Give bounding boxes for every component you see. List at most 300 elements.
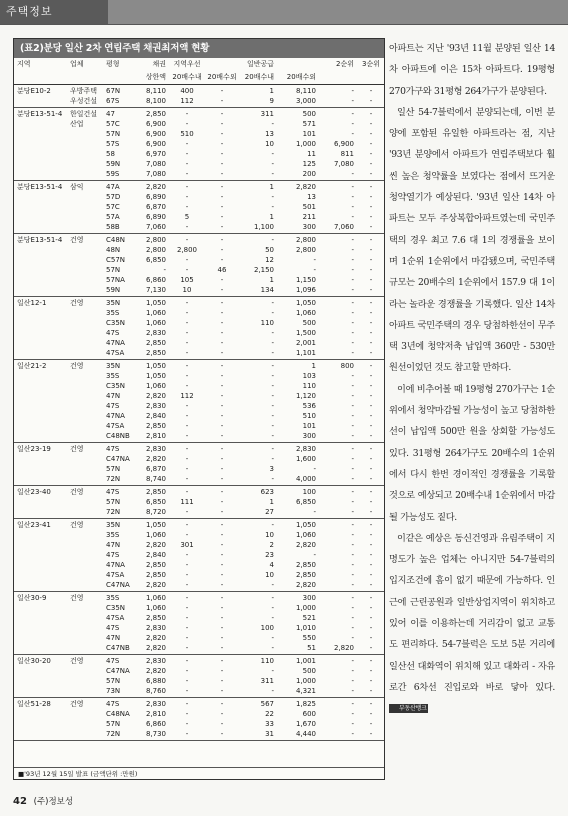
cell-rank3: - (369, 213, 373, 221)
cell-rank2: - (351, 455, 354, 463)
cell-company (70, 507, 106, 517)
cell-rank2: - (351, 508, 354, 516)
cell-general-outside20: 2,800 (295, 236, 316, 244)
cell-area (14, 212, 70, 222)
cell-rank3: - (369, 561, 373, 569)
cell-general-within20: 22 (265, 710, 274, 718)
cell-local-outside20: - (220, 412, 224, 420)
cell-area (14, 371, 70, 381)
cell-bond-cap: 6,970 (145, 150, 166, 158)
cell-company (70, 676, 106, 686)
cell-area (14, 245, 70, 255)
cell-general-outside20: 11 (307, 150, 316, 158)
cell-local-within20: 5 (184, 213, 190, 221)
cell-general-within20: - (271, 687, 274, 695)
article-paragraph (389, 528, 555, 720)
cell-general-outside20: 1,000 (295, 677, 316, 685)
header-cell-rank2: 2순위 (336, 60, 354, 68)
cell-bond-cap: 2,840 (145, 412, 166, 420)
cell-local-outside20: - (220, 382, 224, 390)
cell-local-outside20: - (220, 256, 224, 264)
cell-size: 57N (106, 498, 121, 506)
cell-size: 35N (106, 362, 121, 370)
cell-local-outside20: - (220, 614, 224, 622)
cell-bond-cap: 6,900 (145, 120, 166, 128)
cell-rank3: - (369, 521, 373, 529)
cell-size: 67N (106, 87, 121, 95)
table-row (14, 159, 384, 169)
cell-rank2: - (351, 319, 354, 327)
cell-rank3: - (369, 594, 373, 602)
cell-rank3: - (369, 412, 373, 420)
cell-area (14, 391, 70, 401)
cell-rank3: - (369, 266, 373, 274)
cell-general-within20: 31 (265, 730, 274, 738)
cell-rank3: - (369, 624, 373, 632)
cell-rank2: - (351, 634, 354, 642)
cell-rank3: - (369, 465, 373, 473)
cell-general-outside20: 1,000 (295, 604, 316, 612)
table-row (14, 255, 384, 265)
cell-rank2: - (351, 193, 354, 201)
cell-size: 47N (106, 392, 121, 400)
cell-local-outside20: - (220, 531, 224, 539)
cell-general-outside20: 510 (302, 412, 316, 420)
table-row (14, 497, 384, 507)
cell-local-within20: - (185, 521, 189, 529)
table-row (14, 318, 384, 328)
cell-rank3: - (369, 256, 373, 264)
cell-size: 47SA (106, 349, 125, 357)
table-row (14, 507, 384, 517)
cell-size: C47NA (106, 455, 130, 463)
cell-rank2: - (351, 236, 354, 244)
cell-rank3: - (369, 677, 373, 685)
cell-rank2: - (351, 720, 354, 728)
cell-company: 우방주택 (70, 87, 98, 95)
cell-local-within20: - (185, 561, 189, 569)
cell-area (14, 431, 70, 441)
cell-general-within20: - (271, 455, 274, 463)
cell-rank2: - (351, 541, 354, 549)
cell-bond-cap: 8,760 (145, 687, 166, 695)
cell-company (70, 666, 106, 676)
cell-company (70, 285, 106, 295)
cell-company (70, 570, 106, 580)
cell-general-within20: 9 (269, 97, 274, 105)
cell-rank3: - (369, 614, 373, 622)
subheader-cell-area (14, 71, 70, 84)
cell-general-within20: - (271, 475, 274, 483)
cell-bond-cap: 2,830 (145, 700, 166, 708)
cell-local-within20: - (185, 349, 189, 357)
cell-area (14, 318, 70, 328)
cell-company (70, 212, 106, 222)
cell-local-outside20: - (220, 339, 224, 347)
cell-bond-cap: 2,850 (145, 614, 166, 622)
cell-bond-cap: 2,850 (145, 349, 166, 357)
table-row (14, 580, 384, 590)
cell-rank3: - (369, 508, 373, 516)
cell-local-within20: 510 (180, 130, 194, 138)
cell-rank3: - (369, 97, 373, 105)
cell-rank3: - (369, 236, 373, 244)
cell-rank2: 6,900 (333, 140, 354, 148)
cell-rank2: - (351, 561, 354, 569)
cell-local-outside20: 46 (217, 266, 227, 274)
table-row (14, 623, 384, 633)
cell-size: 59N (106, 160, 121, 168)
cell-size: 35N (106, 521, 121, 529)
table-row (14, 129, 384, 139)
cell-local-outside20: - (220, 140, 224, 148)
cell-area (14, 381, 70, 391)
table-row (14, 570, 384, 580)
cell-general-within20: 110 (260, 319, 274, 327)
table-row (14, 348, 384, 358)
cell-general-outside20: 125 (302, 160, 316, 168)
cell-local-within20: - (185, 309, 189, 317)
table-row (14, 275, 384, 285)
cell-rank2: 7,060 (333, 223, 354, 231)
cell-bond-cap: 7,130 (145, 286, 166, 294)
cell-size: 58 (106, 150, 115, 158)
cell-general-outside20: 1,670 (295, 720, 316, 728)
cell-rank2: - (351, 402, 354, 410)
table-row (14, 149, 384, 159)
cell-size: 47S (106, 445, 120, 453)
cell-bond-cap: 2,830 (145, 329, 166, 337)
cell-local-outside20: - (220, 236, 224, 244)
cell-area (14, 676, 70, 686)
cell-company: 건영 (70, 445, 84, 453)
cell-area (14, 643, 70, 653)
cell-company (70, 308, 106, 318)
cell-size: 35S (106, 309, 120, 317)
cell-bond-cap: 7,080 (145, 170, 166, 178)
cell-company: 건영 (70, 362, 84, 370)
cell-local-outside20: - (220, 160, 224, 168)
cell-bond-cap: 1,060 (145, 382, 166, 390)
subheader-cell-rank2 (320, 71, 358, 84)
table-row (14, 338, 384, 348)
cell-local-outside20: - (220, 644, 224, 652)
table-row (14, 474, 384, 484)
cell-company (70, 719, 106, 729)
cell-general-outside20: 521 (302, 614, 316, 622)
cell-local-outside20: - (220, 170, 224, 178)
cell-local-within20: 111 (180, 498, 194, 506)
cell-general-outside20: 2,820 (295, 581, 316, 589)
cell-size: 35S (106, 594, 120, 602)
cell-size: 47S (106, 329, 120, 337)
cell-general-within20: - (271, 372, 274, 380)
cell-general-outside20: 1,060 (295, 309, 316, 317)
table-group (14, 486, 384, 519)
cell-local-within20: - (185, 402, 189, 410)
cell-rank2: - (351, 657, 354, 665)
cell-local-within20: - (185, 604, 189, 612)
cell-rank2: - (351, 203, 354, 211)
cell-general-outside20: 1,000 (295, 140, 316, 148)
cell-general-within20: - (271, 634, 274, 642)
cell-area: 일산30-20 (17, 657, 51, 665)
cell-general-outside20: 2,850 (295, 571, 316, 579)
cell-local-outside20: - (220, 223, 224, 231)
cell-area (14, 719, 70, 729)
cell-rank2: - (351, 531, 354, 539)
cell-company (70, 149, 106, 159)
header-cell-bond-cap: 채권 (152, 60, 166, 68)
cell-general-within20: 13 (265, 130, 274, 138)
cell-area (14, 709, 70, 719)
table-row (14, 411, 384, 421)
cell-bond-cap: 1,060 (145, 531, 166, 539)
cell-rank2: - (351, 349, 354, 357)
table-row (14, 285, 384, 295)
cell-rank3: - (369, 246, 373, 254)
cell-local-outside20: - (220, 432, 224, 440)
cell-rank2: - (351, 465, 354, 473)
cell-general-within20: 33 (265, 720, 274, 728)
cell-area (14, 401, 70, 411)
cell-general-outside20: 1,120 (295, 392, 316, 400)
cell-area (14, 275, 70, 285)
cell-general-within20: 10 (265, 571, 274, 579)
cell-area (14, 454, 70, 464)
table-row (14, 540, 384, 550)
cell-company: 건영 (70, 488, 84, 496)
cell-company (70, 139, 106, 149)
cell-rank3: - (369, 581, 373, 589)
table-header-top (14, 58, 384, 71)
cell-area (14, 159, 70, 169)
cell-rank2: - (351, 498, 354, 506)
cell-rank3: - (369, 299, 373, 307)
cell-size: 57C (106, 203, 120, 211)
paragraph-text: 일산 54-7블럭에서 분양되는데, 이번 분양에 포함된 유일한 아파트라는 점, 지난 '93년 분양에서 아파트가 연립주택보다 훨씬 높은 청약률을 보였다는 점에서 뜨거운 청약열기가 예상된다. '93년 일산 14차 아파트는 모두 주상복합아파트였는데 국민주택의 경우 최고 7.6 대 1의 경쟁률을 보이며 1순위 1순위에서 마감됐으며, 국민주택규모는 20배수의 1순위에서 157.9 대 1이라는 놀라운 경쟁률을 기록했다. 일산 14차 아파트 국민주택의 경우 당첨하한선이 무주택 3년에 청약저축 납입액 360만 - 530만 원선이었던 것도 참고할 만하다. (389, 106, 555, 374)
cell-size: 57S (106, 140, 120, 148)
cell-size: 59N (106, 286, 121, 294)
cell-general-within20: 110 (260, 657, 274, 665)
article-paragraph (389, 38, 555, 102)
table-group (14, 360, 384, 443)
cell-general-outside20: 4,321 (295, 687, 316, 695)
cell-size: C47NA (106, 581, 130, 589)
cell-rank3: - (369, 422, 373, 430)
cell-bond-cap: 7,080 (145, 160, 166, 168)
cell-company: 건영 (70, 236, 84, 244)
cell-rank3: - (369, 150, 373, 158)
cell-bond-cap: 2,840 (145, 551, 166, 559)
cell-area (14, 192, 70, 202)
cell-local-within20: - (185, 730, 189, 738)
table-group (14, 519, 384, 592)
cell-bond-cap: 6,850 (145, 256, 166, 264)
cell-local-outside20: - (220, 541, 224, 549)
cell-local-within20: - (185, 634, 189, 642)
cell-bond-cap: 7,060 (145, 223, 166, 231)
cell-company (70, 202, 106, 212)
cell-rank3: - (369, 183, 373, 191)
cell-local-within20: - (185, 266, 189, 274)
cell-rank2: - (351, 183, 354, 191)
cell-general-within20: - (271, 412, 274, 420)
cell-general-outside20: 300 (302, 432, 316, 440)
cell-rank3: - (369, 339, 373, 347)
cell-general-within20: 27 (265, 508, 274, 516)
cell-local-outside20: - (220, 299, 224, 307)
cell-general-within20: 1 (269, 183, 274, 191)
cell-general-outside20: 500 (302, 319, 316, 327)
section-tab: 주택정보 (0, 0, 108, 24)
cell-size: 47S (106, 657, 120, 665)
cell-bond-cap: 2,830 (145, 402, 166, 410)
cell-general-outside20: 300 (302, 594, 316, 602)
cell-company (70, 255, 106, 265)
cell-local-outside20: - (220, 392, 224, 400)
cell-size: C47NB (106, 644, 130, 652)
cell-company (70, 338, 106, 348)
cell-local-within20: - (185, 720, 189, 728)
subheader-cell-general-outside20: 20배수외 (286, 73, 316, 81)
cell-company (70, 222, 106, 232)
cell-company (70, 464, 106, 474)
cell-size: C35N (106, 604, 126, 612)
cell-rank3: - (369, 110, 373, 118)
cell-general-within20: - (271, 160, 274, 168)
cell-company (70, 411, 106, 421)
cell-general-outside20: 2,800 (295, 246, 316, 254)
cell-bond-cap: 6,890 (145, 213, 166, 221)
cell-general-within20: - (271, 445, 274, 453)
cell-rank3: - (369, 455, 373, 463)
cell-bond-cap: 6,860 (145, 720, 166, 728)
cell-rank3: - (369, 170, 373, 178)
cell-size: 67S (106, 97, 120, 105)
cell-local-within20: - (185, 667, 189, 675)
cell-local-within20: - (185, 677, 189, 685)
table-row (14, 381, 384, 391)
table-row (14, 603, 384, 613)
cell-general-outside20: - (313, 551, 316, 559)
cell-area: 분당E13-51-4 (17, 236, 63, 244)
cell-bond-cap: 6,880 (145, 677, 166, 685)
cell-rank3: - (369, 657, 373, 665)
article-column (389, 38, 555, 720)
cell-local-within20: - (185, 319, 189, 327)
cell-general-outside20: - (313, 465, 316, 473)
cell-general-outside20: - (313, 508, 316, 516)
cell-local-within20: - (185, 422, 189, 430)
cell-general-outside20: - (313, 266, 316, 274)
table-group (14, 698, 384, 741)
cell-rank2: - (351, 97, 354, 105)
table-row (14, 245, 384, 255)
cell-rank3: - (369, 498, 373, 506)
cell-size: 58B (106, 223, 120, 231)
cell-rank3: - (369, 667, 373, 675)
cell-local-outside20: - (220, 319, 224, 327)
table-row (14, 371, 384, 381)
cell-bond-cap: 2,830 (145, 445, 166, 453)
cell-general-within20: 134 (260, 286, 274, 294)
cell-bond-cap: 2,800 (145, 246, 166, 254)
cell-local-outside20: - (220, 488, 224, 496)
cell-general-outside20: 571 (302, 120, 316, 128)
cell-local-outside20: - (220, 657, 224, 665)
cell-local-outside20: - (220, 422, 224, 430)
cell-local-outside20: - (220, 150, 224, 158)
cell-local-outside20: - (220, 329, 224, 337)
page-footer (13, 795, 73, 807)
cell-size: 57N (106, 677, 121, 685)
cell-general-within20: - (271, 581, 274, 589)
cell-general-within20: 1 (269, 498, 274, 506)
cell-company: 우성건설 (70, 97, 98, 105)
cell-area (14, 119, 70, 129)
cell-rank3: - (369, 730, 373, 738)
cell-company (70, 401, 106, 411)
cell-area: 분당E13-51-4 (17, 110, 63, 118)
subheader-cell-bond-cap: 상한액 (145, 73, 166, 81)
cell-rank2: - (351, 339, 354, 347)
author-signature: 부동산뱅크 (389, 704, 428, 713)
cell-company: 건영 (70, 594, 84, 602)
cell-local-within20: - (185, 339, 189, 347)
table-row (14, 550, 384, 560)
table-group (14, 234, 384, 297)
cell-area (14, 497, 70, 507)
cell-area (14, 421, 70, 431)
cell-bond-cap: 2,830 (145, 657, 166, 665)
cell-general-within20: 311 (260, 677, 274, 685)
cell-area: 일산21-2 (17, 362, 47, 370)
cell-company (70, 540, 106, 550)
cell-general-within20: - (271, 382, 274, 390)
cell-bond-cap: 8,100 (145, 97, 166, 105)
cell-local-within20: - (185, 710, 189, 718)
cell-general-within20: - (271, 120, 274, 128)
cell-local-outside20: - (220, 203, 224, 211)
cell-area (14, 530, 70, 540)
subheader-cell-company (70, 71, 106, 84)
cell-company (70, 560, 106, 570)
cell-rank2: - (351, 392, 354, 400)
cell-company (70, 328, 106, 338)
cell-rank2: 811 (340, 150, 354, 158)
cell-general-outside20: - (313, 256, 316, 264)
cell-company (70, 613, 106, 623)
cell-general-outside20: 2,830 (295, 445, 316, 453)
cell-size: 47N (106, 541, 121, 549)
cell-general-within20: 10 (265, 140, 274, 148)
cell-size: 59S (106, 170, 120, 178)
cell-general-outside20: 1,101 (295, 349, 316, 357)
cell-local-within20: - (185, 700, 189, 708)
header-cell-general-outside20 (278, 58, 320, 71)
cell-area: 일산23-19 (17, 445, 51, 453)
cell-company (70, 348, 106, 358)
cell-general-within20: - (271, 422, 274, 430)
cell-local-outside20: - (220, 604, 224, 612)
cell-local-outside20: - (220, 508, 224, 516)
table-row (14, 676, 384, 686)
cell-bond-cap: - (163, 266, 166, 274)
cell-general-outside20: 200 (302, 170, 316, 178)
cell-general-outside20: 13 (307, 193, 316, 201)
table-row (14, 361, 384, 371)
